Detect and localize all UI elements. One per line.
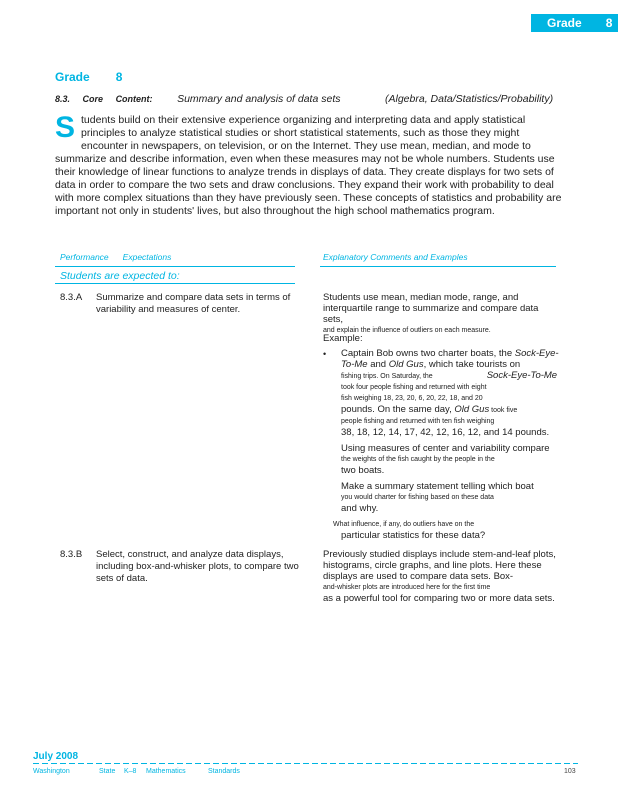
core-label: Core [82, 94, 104, 104]
content-label: Content: [115, 94, 153, 104]
comment-b-main: Previously studied displays include stem-and-leaf plots, histograms, circle graphs, and line plots. Here these displays are used to compare data sets. Box- [323, 549, 556, 582]
example-line-2: fishing trips. On Saturday, the Sock-Eye-To-Me [341, 370, 558, 381]
expected-rule [55, 283, 295, 284]
grade-number: 8 [115, 70, 123, 84]
intro-paragraph [55, 111, 563, 218]
example-line-6: people fishing and returned with ten fish weighing [341, 418, 495, 425]
question-2-small: you would charter for fishing based on these data [341, 494, 494, 501]
tab-grade-label: Grade [547, 16, 582, 30]
question-2-end: and why. [341, 503, 379, 514]
question-3-end: particular statistics for these data? [341, 530, 486, 541]
standard-code-a: 8.3.A [60, 292, 83, 303]
comment-b-end: as a powerful tool for comparing two or more data sets. [323, 593, 555, 604]
drop-cap: S [55, 111, 76, 144]
footer-page-number: 103 [564, 768, 576, 775]
example-line-4: fish weighing 18, 23, 20, 6, 20, 22, 18, and 20 [341, 395, 483, 402]
standard-code-b: 8.3.B [60, 549, 83, 560]
content-title: Summary and analysis of data sets [177, 93, 341, 105]
example-block [341, 348, 559, 514]
question-1: Using measures of center and variability compare [341, 443, 550, 454]
footer-rule [33, 763, 578, 764]
footer-doc: Standards [208, 768, 240, 775]
comment-a-small: and explain the influence of outliers on each measure. [323, 327, 491, 334]
question-2: Make a summary statement telling which boat [341, 481, 534, 492]
right-column-head: Explanatory Comments and Examples [323, 252, 468, 262]
comment-b-small: and-whisker plots are introduced here for the first time [323, 584, 491, 591]
footer-state: Washington [33, 768, 70, 775]
core-number: 8.3. [55, 94, 71, 104]
question-1-end: two boats. [341, 465, 385, 476]
grade-label: Grade [55, 70, 90, 84]
example-line-7: 38, 18, 12, 14, 17, 42, 12, 16, 12, and 14 pounds. [341, 427, 550, 438]
intro-text: tudents build on their extensive experience organizing and interpreting data and apply statistical principles to analyze statistical studies or short statistical statements, such as those they might encounter in newspapers, on television, or on the Internet. They use mean, median, and mode to summarize and describe information, even when these measures may not be whole numbers. Students use their knowledge of linear functions to analyze trends in displays of data. They create displays for two sets of data in order to compare the two sets and draw conclusions. They expand their work with probability to deal with more complex situations than they have previously seen. These concepts of statistics and probability are important not only in students' lives, but also throughout the high school mathematics program. [55, 114, 562, 217]
footer-state-2: State [99, 768, 116, 775]
comment-a-main: Students use mean, median mode, range, and interquartile range to summarize and compare data sets, [323, 292, 539, 325]
left-head-a: Performance [60, 252, 109, 262]
example-label: Example: [323, 333, 363, 344]
grade-heading [55, 70, 122, 84]
comment-b [323, 549, 559, 604]
footer-subject: Mathematics [146, 768, 186, 775]
example-line-3: took four people fishing and returned with eight [341, 384, 487, 391]
standard-text-a: Summarize and compare data sets in terms of variability and measures of center. [96, 292, 291, 315]
expected-label: Students are expected to: [60, 270, 180, 282]
question-3 [333, 519, 558, 541]
grade-tab [531, 14, 618, 32]
tab-grade-number: 8 [605, 16, 613, 30]
footer-date: July 2008 [33, 751, 79, 762]
left-head-b: Expectations [122, 252, 172, 262]
bullet-icon: • [323, 349, 327, 359]
left-column-head [60, 252, 171, 262]
footer-grades: K–8 [124, 768, 137, 775]
example-line-1: Captain Bob owns two charter boats, the Sock-Eye-To-Me and Old Gus, which take tourists on [341, 348, 559, 370]
question-3-small: What influence, if any, do outliers have on the [333, 521, 475, 528]
example-line-5: pounds. On the same day, Old Gus took five [341, 404, 518, 415]
content-strands: (Algebra, Data/Statistics/Probability) [385, 93, 554, 105]
standard-text-b: Select, construct, and analyze data displays, including box-and-whisker plots, to compare two sets of data. [96, 549, 299, 584]
right-head-rule [320, 266, 556, 267]
left-head-rule [55, 266, 295, 267]
question-1-small: the weights of the fish caught by the people in the [341, 456, 495, 463]
core-content-line [55, 93, 575, 105]
comment-a [323, 292, 555, 336]
